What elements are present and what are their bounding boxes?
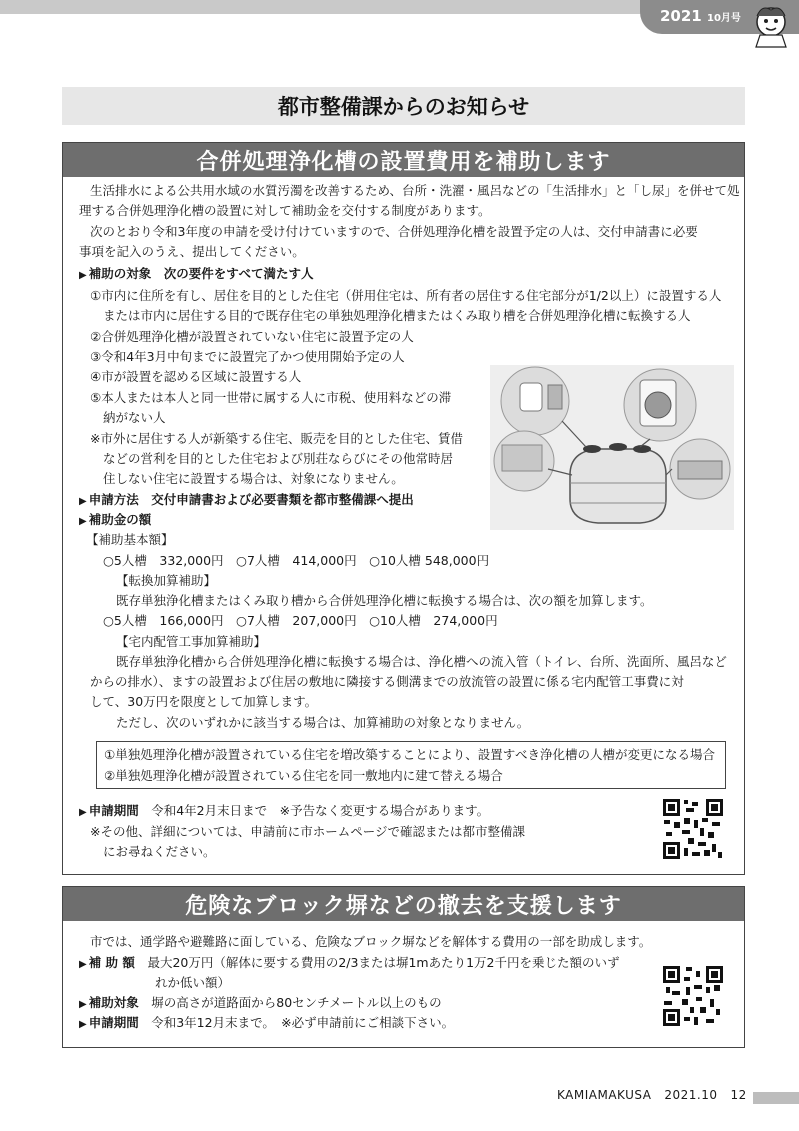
requirement-line: ⑤本人または本人と同一世帯に属する人に市税、使用料などの滞 <box>90 390 452 405</box>
bullet-triangle-icon: ▶ <box>79 1019 87 1030</box>
application-period: ▶ 申請期間 令和4年2月末日まで ※予告なく変更する場合があります。 <box>79 803 490 818</box>
department-title: 都市整備課からのお知らせ <box>62 87 745 125</box>
piping-text: して、30万円を限度として加算します。 <box>90 694 318 709</box>
issue-month: 10月号 <box>706 13 741 24</box>
method-heading: ▶ 申請方法 交付申請書および必要書類を都市整備課へ提出 <box>79 492 414 507</box>
conversion-label: 【転換加算補助】 <box>116 573 217 588</box>
section1-title: 合併処理浄化槽の設置費用を補助します <box>63 143 744 177</box>
subsidy-target: ▶ 補助対象 塀の高さが道路面から80センチメートル以上のもの <box>79 995 442 1010</box>
section2-title: 危険なブロック塀などの撤去を支援します <box>63 887 744 921</box>
qr-code-icon[interactable] <box>662 965 724 1027</box>
publication-date: 2021.10 <box>664 1088 718 1102</box>
page-number: 12 <box>730 1088 747 1102</box>
qr-code-icon[interactable] <box>662 798 724 860</box>
mascot-icon <box>748 2 794 48</box>
intro-line: 理する合併処理浄化槽の設置に対して補助金を交付する制度があります。 <box>79 203 491 218</box>
intro-line: 次のとおり令和3年度の申請を受け付けていますので、合併処理浄化槽を設置予定の人は、交付申請書に必要 <box>90 224 698 239</box>
requirement-line: ②合併処理浄化槽が設置されていない住宅に設置予定の人 <box>90 329 414 344</box>
piping-text: からの排水）、ますの設置および住居の敷地に隣接する側溝までの放流管の設置に係る宅内配管工事費に対 <box>90 674 684 689</box>
amount-heading: ▶ 補助金の額 <box>79 512 152 527</box>
requirement-note: 住しない住宅に設置する場合は、対象になりません。 <box>103 471 404 486</box>
exclusion-item: ①単独処理浄化槽が設置されている住宅を増改築することにより、設置すべき浄化槽の人槽が変更になる場合 <box>104 747 715 762</box>
page-footer <box>557 1088 747 1102</box>
target-heading: ▶ 補助の対象 次の要件をすべて満たす人 <box>79 266 314 281</box>
issue-label <box>660 7 741 25</box>
contact-note: ※その他、詳細については、申請前に市ホームページで確認または都市整備課 <box>90 824 525 839</box>
footer-bar <box>753 1092 799 1104</box>
conversion-text: 既存単独浄化槽またはくみ取り槽から合併処理浄化槽に転換する場合は、次の額を加算します。 <box>116 593 653 608</box>
intro-line: 事項を記入のうえ、提出してください。 <box>79 244 305 259</box>
requirement-line: 納がない人 <box>103 410 166 425</box>
bullet-triangle-icon: ▶ <box>79 959 87 970</box>
section2-period: ▶ 申請期間 令和3年12月末まで。 ※必ず申請前にご相談下さい。 <box>79 1015 455 1030</box>
requirement-note: などの営利を目的とした住宅および別荘ならびにその他常時居 <box>103 451 454 466</box>
bullet-triangle-icon: ▶ <box>79 999 87 1010</box>
basic-amounts: ○5人槽 332,000円 ○7人槽 414,000円 ○10人槽 548,000円 <box>103 553 490 568</box>
septic-tank-illustration <box>490 365 734 530</box>
bullet-triangle-icon: ▶ <box>79 270 87 281</box>
bullet-triangle-icon: ▶ <box>79 496 87 507</box>
requirement-line: または市内に居住する目的で既存住宅の単独処理浄化槽またはくみ取り槽を合併処理浄化槽に転換する人 <box>103 308 691 323</box>
publication-name: KAMIAMAKUSA <box>557 1088 652 1102</box>
requirement-line: ①市内に住所を有し、居住を目的とした住宅（併用住宅は、所有者の居住する住宅部分が1/2以上）に設置する人 <box>90 288 722 303</box>
basic-amount-label: 【補助基本額】 <box>86 532 174 547</box>
requirement-line: ③令和4年3月中旬までに設置完了かつ使用開始予定の人 <box>90 349 405 364</box>
requirement-line: ④市が設置を認める区域に設置する人 <box>90 369 302 384</box>
subsidy-amount: ▶ 補 助 額 最大20万円（解体に要する費用の2/3または塀1mあたり1万2千円を乗じた額のいず <box>79 955 620 970</box>
piping-text: 既存単独浄化槽から合併処理浄化槽に転換する場合は、浄化槽への流入管（トイレ、台所、洗面所、風呂など <box>116 654 727 669</box>
conversion-amounts: ○5人槽 166,000円 ○7人槽 207,000円 ○10人槽 274,000円 <box>103 613 498 628</box>
requirement-note: ※市外に居住する人が新築する住宅、販売を目的とした住宅、賃借 <box>90 431 463 446</box>
issue-year: 2021 <box>660 7 702 25</box>
subsidy-amount-cont: れか低い額） <box>155 975 231 990</box>
bullet-triangle-icon: ▶ <box>79 807 87 818</box>
bullet-triangle-icon: ▶ <box>79 516 87 527</box>
intro-line: 生活排水による公共用水域の水質汚濁を改善するため、台所・洗濯・風呂などの「生活排水」と「し尿」を併せて処 <box>90 183 740 198</box>
exclusion-item: ②単独処理浄化槽が設置されている住宅を同一敷地内に建て替える場合 <box>104 768 503 783</box>
piping-text: ただし、次のいずれかに該当する場合は、加算補助の対象となりません。 <box>116 715 530 730</box>
contact-note: にお尋ねください。 <box>103 844 216 859</box>
piping-label: 【宅内配管工事加算補助】 <box>116 634 267 649</box>
section2-intro: 市では、通学路や避難路に面している、危険なブロック塀などを解体する費用の一部を助成します。 <box>90 934 652 949</box>
